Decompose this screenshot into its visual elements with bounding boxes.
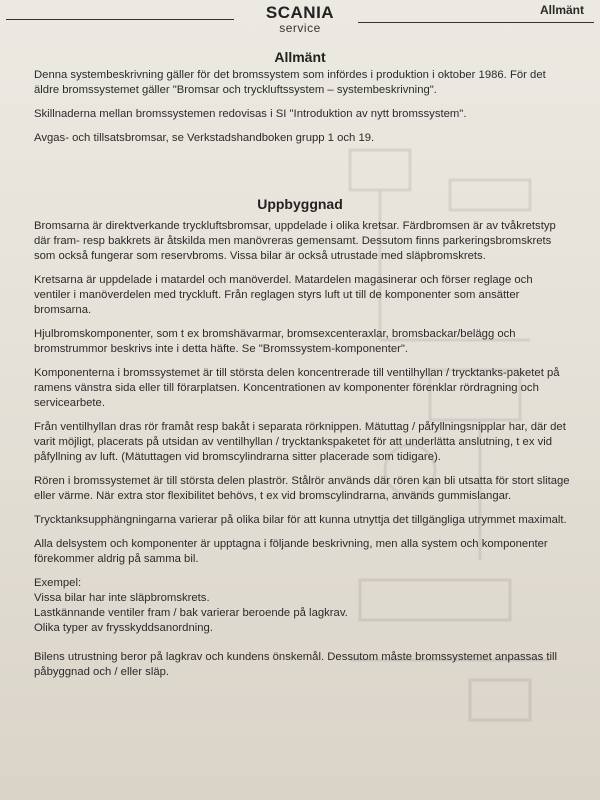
example-list [34,576,570,636]
general-paragraph: Avgas- och tillsatsbromsar, se Verkstadshandboken grupp 1 och 19. [34,132,375,144]
example-item: Lastkännande ventiler fram / bak varierar beroende på lagkrav. [34,607,348,619]
structure-paragraph: Alla delsystem och komponenter är upptagna i följande beskrivning, men alla system och komponenter förekommer aldrig på samma bil. [34,538,548,565]
section-tag: Allmänt [539,3,584,17]
structure-paragraph: Rören i bromssystemet är till största delen plaströr. Stålrör används där rören kan bli utsatta för stort slitage eller värme. När extra stor flexibilitet behövs, t ex vid bromscylindrarna, används gummislangar. [34,475,570,502]
page-header [0,0,600,40]
general-paragraph: Skillnaderna mellan bromssystemen redovisas i SI "Introduktion av nytt bromssystem". [34,108,467,120]
brand-sub: service [279,21,321,35]
structure-paragraph: Trycktanksupphängningarna varierar på olika bilar för att kunna utnyttja det tillgängliga utrymmet maximalt. [34,514,567,526]
structure-section [34,219,570,689]
section-title-structure: Uppbyggnad [257,196,343,212]
structure-paragraph: Från ventilhyllan dras rör framåt resp bakåt i separata rörknippen. Mätuttag / påfyllningsnipplar har, där det varit möjligt, placerats på utsidan av ventilhyllan / trycktankspaketet för att underlätta anslutning, t ex vid påfyllning av luft. (Mätuttagen vid bromscylindrarna sitter placerade som tidigare). [34,421,566,463]
brand-name: SCANIA [265,3,335,22]
section-title-general: Allmänt [274,49,326,65]
structure-paragraph: Komponenterna i bromssystemet är till största delen koncentrerade till ventilhyllan / trycktanks-paketet på ramens vänstra sida eller till förarplatsen. Koncentrationen av komponenter förenklar rördragning och servicearbete. [34,367,560,409]
example-heading: Exempel: [34,577,82,589]
general-section [34,68,570,155]
brand-logo [248,4,352,35]
example-item: Olika typer av frysskyddsanordning. [34,622,213,634]
header-rule-left [6,19,234,20]
closing-paragraph: Bilens utrustning beror på lagkrav och kundens önskemål. Dessutom måste bromssystemet anpassas till påbyggnad och / eller släp. [34,651,558,678]
header-rule-right [358,22,594,23]
structure-paragraph: Kretsarna är uppdelade i matardel och manöverdel. Matardelen magasinerar och förser reglage och ventiler i manöverdelen med tryckluft. Från reglagen styrs luft ut till de komponenter som ansätter bromsarna. [34,274,533,316]
structure-paragraph: Bromsarna är direktverkande tryckluftsbromsar, uppdelade i olika kretsar. Färdbromsen är av tvåkretstyp där fram- resp bakkrets är åtskilda men manövreras gemensamt. Dessutom finns parkeringsbromskrets som också fungerar som reservbroms. Vissa bilar är också utrustade med släpbromskrets. [34,220,556,262]
general-paragraph: Denna systembeskrivning gäller för det bromssystem som infördes i produktion i oktober 1986. För det äldre bromssystemet gäller "Bromsar och tryckluftssystem – systembeskrivning". [34,69,546,96]
example-item: Vissa bilar har inte släpbromskrets. [34,592,210,604]
structure-paragraph: Hjulbromskomponenter, som t ex bromshävarmar, bromsexcenteraxlar, bromsbackar/belägg och bromstrummor beskrivs inte i detta häfte. Se "Bromssystem-komponenter". [34,328,516,355]
